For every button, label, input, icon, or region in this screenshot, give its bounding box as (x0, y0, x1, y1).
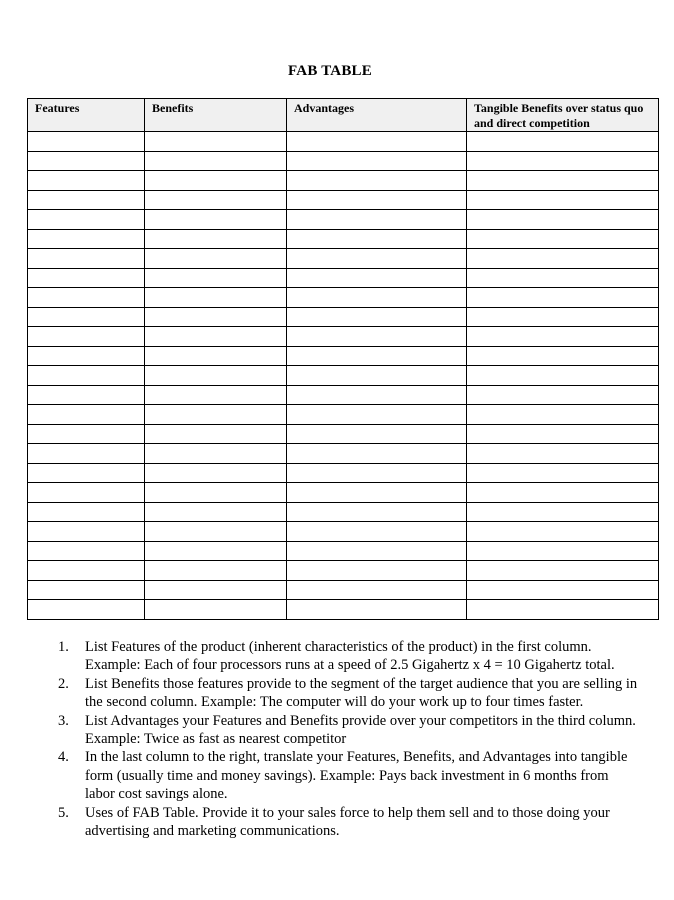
table-cell[interactable] (145, 346, 287, 366)
table-row (28, 210, 659, 230)
table-row (28, 346, 659, 366)
table-cell[interactable] (28, 171, 145, 191)
table-cell[interactable] (467, 483, 659, 503)
table-cell[interactable] (28, 541, 145, 561)
table-row (28, 444, 659, 464)
list-item-number: 3. (58, 712, 69, 729)
table-cell[interactable] (467, 580, 659, 600)
list-item (58, 675, 638, 712)
table-cell[interactable] (28, 600, 145, 620)
table-row (28, 268, 659, 288)
table-cell[interactable] (28, 580, 145, 600)
table-cell[interactable] (28, 561, 145, 581)
table-row (28, 249, 659, 269)
table-cell[interactable] (145, 483, 287, 503)
table-cell[interactable] (287, 151, 467, 171)
table-row (28, 502, 659, 522)
table-cell[interactable] (145, 288, 287, 308)
table-cell[interactable] (467, 190, 659, 210)
table-cell[interactable] (145, 132, 287, 152)
table-row (28, 463, 659, 483)
table-cell[interactable] (467, 132, 659, 152)
table-cell[interactable] (145, 463, 287, 483)
table-cell[interactable] (467, 405, 659, 425)
table-cell[interactable] (145, 307, 287, 327)
table-cell[interactable] (145, 366, 287, 386)
table-cell[interactable] (28, 502, 145, 522)
table-row (28, 522, 659, 542)
table-cell[interactable] (28, 151, 145, 171)
table-row (28, 580, 659, 600)
list-item-text: List Advantages your Features and Benefits provide over your competitors in the third column. Example: Twice as fast as nearest competitor (85, 712, 636, 748)
table-cell[interactable] (28, 346, 145, 366)
table-row (28, 424, 659, 444)
table-cell[interactable] (28, 405, 145, 425)
table-cell[interactable] (467, 307, 659, 327)
table-cell[interactable] (28, 522, 145, 542)
table-cell[interactable] (145, 210, 287, 230)
table-cell[interactable] (28, 132, 145, 152)
table-cell[interactable] (145, 190, 287, 210)
table-cell[interactable] (145, 171, 287, 191)
table-cell[interactable] (145, 541, 287, 561)
table-cell[interactable] (287, 210, 467, 230)
table-cell[interactable] (287, 307, 467, 327)
table-cell[interactable] (467, 463, 659, 483)
table-cell[interactable] (287, 190, 467, 210)
list-item-number: 2. (58, 675, 69, 692)
table-cell[interactable] (287, 502, 467, 522)
table-cell[interactable] (467, 541, 659, 561)
table-row (28, 307, 659, 327)
table-cell[interactable] (287, 541, 467, 561)
table-cell[interactable] (287, 366, 467, 386)
table-cell[interactable] (467, 522, 659, 542)
table-cell[interactable] (287, 405, 467, 425)
table-cell[interactable] (145, 385, 287, 405)
table-row (28, 327, 659, 347)
table-cell[interactable] (28, 288, 145, 308)
table-cell[interactable] (287, 171, 467, 191)
table-cell[interactable] (145, 444, 287, 464)
table-cell[interactable] (467, 171, 659, 191)
table-cell[interactable] (145, 151, 287, 171)
list-item (58, 804, 638, 841)
table-cell[interactable] (467, 561, 659, 581)
table-cell[interactable] (145, 327, 287, 347)
table-cell[interactable] (145, 249, 287, 269)
table-cell[interactable] (28, 307, 145, 327)
table-cell[interactable] (28, 483, 145, 503)
table-cell[interactable] (28, 327, 145, 347)
table-cell[interactable] (145, 405, 287, 425)
table-cell[interactable] (28, 249, 145, 269)
table-cell[interactable] (287, 327, 467, 347)
table-cell[interactable] (287, 229, 467, 249)
table-cell[interactable] (28, 210, 145, 230)
table-cell[interactable] (145, 522, 287, 542)
table-cell[interactable] (287, 600, 467, 620)
fab-table (27, 98, 659, 620)
table-cell[interactable] (467, 151, 659, 171)
table-cell[interactable] (467, 444, 659, 464)
table-cell[interactable] (145, 580, 287, 600)
table-body (28, 132, 659, 620)
table-cell[interactable] (287, 522, 467, 542)
table-row (28, 541, 659, 561)
list-item-number: 4. (58, 749, 69, 766)
instructions-list (58, 638, 638, 840)
table-cell[interactable] (467, 229, 659, 249)
table-cell[interactable] (287, 580, 467, 600)
table-row (28, 561, 659, 581)
table-cell[interactable] (287, 132, 467, 152)
list-item (58, 748, 638, 803)
column-header-benefits: Benefits (145, 99, 287, 132)
table-cell[interactable] (287, 424, 467, 444)
table-row (28, 151, 659, 171)
table-cell[interactable] (145, 561, 287, 581)
list-item (58, 638, 638, 675)
table-cell[interactable] (467, 366, 659, 386)
table-cell[interactable] (287, 561, 467, 581)
list-item (58, 712, 638, 749)
list-item-text: In the last column to the right, translate your Features, Benefits, and Advantages into tangible form (usually time and money savings). Example: Pays back investment in 6 months from labor cost savings alone. (85, 749, 628, 803)
column-header-tangible-benefits: Tangible Benefits over status quo and direct competition (467, 99, 659, 132)
table-cell[interactable] (145, 502, 287, 522)
list-item-number: 5. (58, 804, 69, 821)
table-cell[interactable] (287, 249, 467, 269)
table-row (28, 288, 659, 308)
table-row (28, 405, 659, 425)
table-cell[interactable] (28, 424, 145, 444)
table-cell[interactable] (28, 444, 145, 464)
table-cell[interactable] (467, 385, 659, 405)
table-cell[interactable] (287, 483, 467, 503)
table-row (28, 385, 659, 405)
table-cell[interactable] (28, 463, 145, 483)
table-cell[interactable] (145, 229, 287, 249)
table-cell[interactable] (467, 346, 659, 366)
page-title: FAB TABLE (288, 63, 372, 79)
table-cell[interactable] (287, 288, 467, 308)
column-header-advantages: Advantages (287, 99, 467, 132)
table-cell[interactable] (467, 600, 659, 620)
table-cell[interactable] (467, 327, 659, 347)
list-item-number: 1. (58, 639, 69, 655)
list-item-text: Uses of FAB Table. Provide it to your sales force to help them sell and to those doing your advertising and marketing communications. (85, 804, 610, 840)
table-cell[interactable] (28, 190, 145, 210)
table-cell[interactable] (28, 268, 145, 288)
table-cell[interactable] (467, 502, 659, 522)
table-cell[interactable] (145, 424, 287, 444)
table-cell[interactable] (287, 346, 467, 366)
column-header-features: Features (28, 99, 145, 132)
table-cell[interactable] (287, 463, 467, 483)
table-cell[interactable] (28, 385, 145, 405)
table-cell[interactable] (467, 424, 659, 444)
table-cell[interactable] (467, 210, 659, 230)
table-cell[interactable] (287, 444, 467, 464)
table-cell[interactable] (28, 366, 145, 386)
table-cell[interactable] (287, 268, 467, 288)
table-row (28, 600, 659, 620)
table-row (28, 132, 659, 152)
table-cell[interactable] (287, 385, 467, 405)
table-row (28, 483, 659, 503)
table-header-row (28, 99, 659, 132)
table-cell[interactable] (467, 268, 659, 288)
table-cell[interactable] (145, 268, 287, 288)
table-row (28, 190, 659, 210)
table-cell[interactable] (145, 600, 287, 620)
table-row (28, 366, 659, 386)
table-cell[interactable] (467, 288, 659, 308)
list-item-text: List Benefits those features provide to the segment of the target audience that you are selling in the second column. Example: The computer will do your work up to four times faster. (85, 675, 638, 711)
table-row (28, 171, 659, 191)
table-cell[interactable] (467, 249, 659, 269)
table-row (28, 229, 659, 249)
list-item-text: List Features of the product (inherent characteristics of the product) in the first column. Example: Each of four processors runs at a speed of 2.5 Gigahertz x 4 = 10 Gigahertz total. (85, 639, 615, 674)
table-cell[interactable] (28, 229, 145, 249)
